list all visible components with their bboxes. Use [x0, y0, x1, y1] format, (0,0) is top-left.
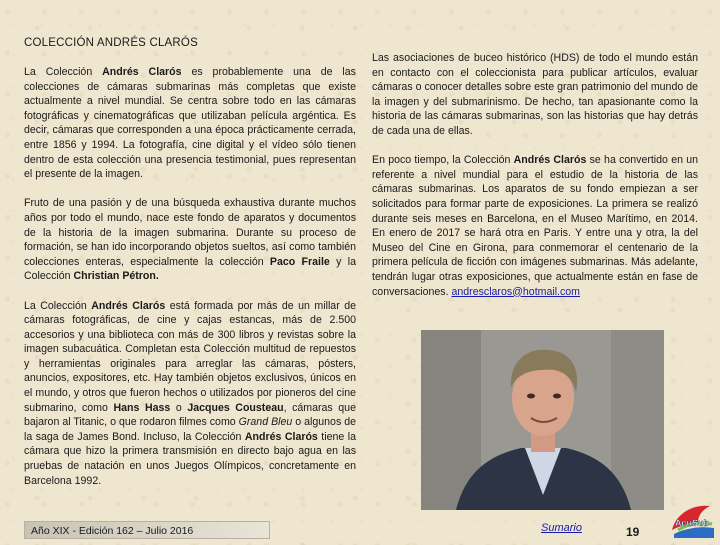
text-run: Andrés Clarós — [102, 66, 182, 78]
text-run: Fruto de una pasión y de una búsqueda exhaustiva durante muchos años por todo el mundo, nace este fondo de aparatos y documentos de la historia de la imagen submarina. Durante su proceso de formación, se han ido incorporando objetos sueltos, así como también colecciones enteras, especialmente la colección — [24, 197, 356, 268]
edition-footer: Año XIX - Edición 162 – Julio 2016 — [24, 521, 270, 539]
sumario-link[interactable]: Sumario — [541, 522, 582, 534]
svg-text:AcuSub: AcuSub — [674, 518, 710, 528]
text-run: tiene la cámara que hizo la primera transmisión en directo bajo agua en las pruebas de natación en unos Juegos Olímpicos, concretamente en Barcelona 1992. — [24, 430, 356, 487]
article-title: COLECCIÓN ANDRÉS CLARÓS — [24, 37, 198, 49]
left-paragraph-1 — [24, 65, 356, 182]
text-run: La Colección — [24, 299, 92, 312]
right-column — [372, 51, 698, 299]
text-run: Andrés Clarós — [513, 154, 587, 167]
left-column — [24, 65, 356, 488]
text-run: o — [170, 401, 188, 414]
acusub-logo-icon — [668, 500, 716, 540]
right-paragraph-1 — [372, 51, 698, 139]
text-run: Andrés Clarós — [91, 299, 166, 312]
text-run: o algunos de la saga de James Bond. Incluso, la Colección — [24, 416, 357, 443]
text-run: Las asociaciones de buceo histórico (HDS) de todo el mundo están en contacto con el coleccionista para publicar artículos, evaluar cámaras o conocer detalles sobre este gran patrimonio del mundo de la imagen y del submarinismo. De hecho, tan apasionante como la historia de las cámaras submarinas, son las historias que hay detrás de cada una de ellas. — [372, 52, 698, 137]
portrait-illustration — [421, 330, 664, 510]
left-paragraph-3 — [24, 299, 356, 489]
text-run: La Colección — [24, 66, 103, 78]
text-run: Jacques Cousteau — [187, 401, 284, 414]
page-number: 19 — [626, 525, 640, 539]
text-run: Christian Pétron. — [73, 270, 159, 283]
text-run: , cámaras que bajaron al Titanic, o que rodaron filmes como — [24, 401, 356, 429]
text-run: está formada por más de un millar de cámaras fotográficas, de cine y cajas estancas, más de 2.500 accesorios y una biblioteca con más de 300 libros y revistas sobre la imagen subacuática. Completan esta Colección multitud de repuestos y herramientas originales para arreglar las cámaras, pósters, anuncios, expositores, etc. Hay también objetos exclusivos, únicos en el mundo, y otros que fueron hechos o utilizados por pioneros del cine submarino, como — [24, 299, 356, 414]
right-paragraph-2 — [372, 153, 698, 299]
acusub-logo — [668, 500, 716, 540]
right-paragraph-2-text — [372, 154, 698, 297]
portrait-photo — [421, 330, 664, 510]
text-run: Hans Hass — [113, 401, 171, 414]
text-run: es probablemente una de las colecciones de cámaras submarinas más completas que existe actualmente a nivel mundial. Se centra sobre todo en las cámaras fotográficas y cinematográficas que utilizaban película argéntica. Es decir, cámaras que corresponden a una época prácticamente cerrada, entre 1856 y 1994. La fotografía, cine digital y el vídeo sólo tienen dentro de esta colección una presencia testimonial, pues representan el presente de la imagen. — [24, 66, 356, 181]
text-run: Grand Bleu — [238, 416, 293, 429]
text-run: y la Colección — [24, 255, 356, 283]
email-link[interactable]: andresclaros@hotmail.com — [451, 285, 581, 298]
text-run: se ha convertido en un referente a nivel mundial para el estudio de la historia de las cámaras submarinas. Los aparatos de su fondo empiezan a ser solicitados para formar parte de exposiciones. La primera se realizó durante seis meses en Barcelona, en el Museo Marítimo, en 2014. En enero de 2017 se hará otra en Paris. Y entre una y otra, la del Museo del Cine en Girona, para conmemorar el centenario de la primera película de ficción con imágenes submarinas. Más adelante, tendrán lugar otras exposiciones, que actualmente están en fase de conversaciones. — [372, 154, 698, 298]
left-paragraph-2 — [24, 196, 356, 284]
text-run: En poco tiempo, la Colección — [372, 154, 514, 167]
text-run: Paco Fraile — [269, 255, 330, 268]
text-run: Andrés Clarós — [244, 430, 318, 443]
